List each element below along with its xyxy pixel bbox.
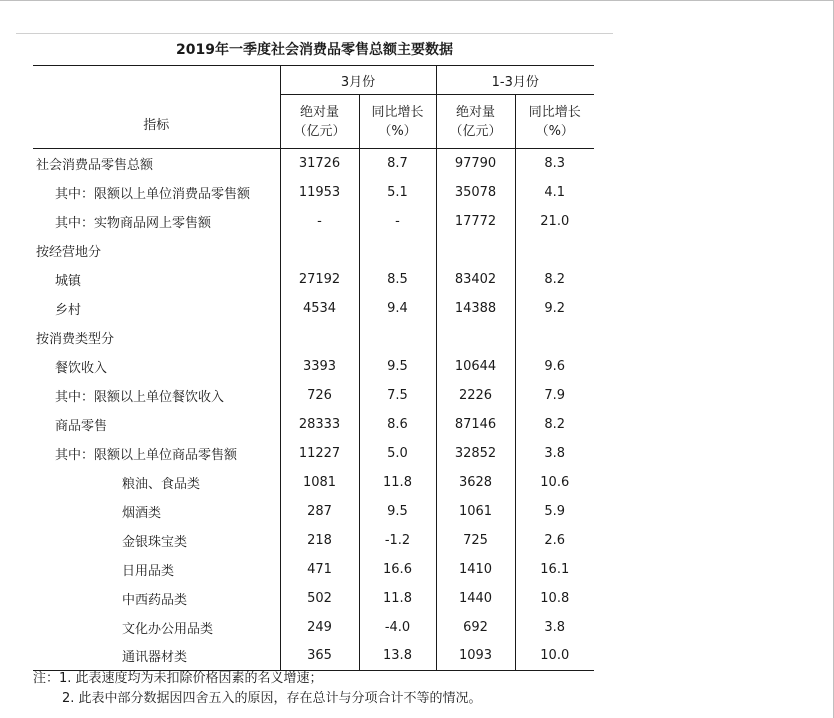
cell-q1-growth: 9.2 (515, 294, 594, 323)
table-row (33, 555, 594, 584)
cell-march-growth (359, 236, 436, 265)
cell-q1-growth: 3.8 (515, 613, 594, 642)
cell-march-growth: 9.5 (359, 352, 436, 381)
cell-q1-growth: 9.6 (515, 352, 594, 381)
cell-march-growth: 16.6 (359, 555, 436, 584)
header-abs-line2: （亿元） (449, 123, 502, 139)
table-notes (33, 669, 482, 709)
cell-march-absolute: 502 (280, 584, 359, 613)
cell-march-growth: -1.2 (359, 526, 436, 555)
cell-march-growth: 9.4 (359, 294, 436, 323)
cell-q1-growth: 10.6 (515, 468, 594, 497)
cell-march-growth: 8.5 (359, 265, 436, 294)
cell-q1-absolute: 97790 (436, 149, 515, 178)
header-yoy-line1: 同比增长 (371, 104, 424, 120)
table-row (33, 236, 594, 265)
cell-q1-absolute: 32852 (436, 439, 515, 468)
cell-march-absolute: 11227 (280, 439, 359, 468)
cell-march-growth: -4.0 (359, 613, 436, 642)
cell-march-absolute: 471 (280, 555, 359, 584)
table-row (33, 323, 594, 352)
cell-march-absolute: 28333 (280, 410, 359, 439)
cell-march-absolute: 287 (280, 497, 359, 526)
table-header (33, 66, 594, 149)
row-label: 通讯器材类 (33, 642, 280, 671)
cell-q1-absolute: 17772 (436, 207, 515, 236)
retail-sales-table (33, 65, 594, 671)
header-abs-line1: 绝对量 (455, 104, 495, 120)
table-row (33, 613, 594, 642)
header-q1-growth (515, 95, 594, 149)
row-label: 其中：限额以上单位消费品零售额 (55, 186, 251, 202)
table-row (33, 468, 594, 497)
header-march-growth (359, 95, 436, 149)
cell-march-growth: 7.5 (359, 381, 436, 410)
header-yoy-line2: （%） (378, 123, 417, 139)
row-label: 其中：限额以上单位商品零售额 (55, 447, 238, 463)
table-row (33, 584, 594, 613)
cell-q1-absolute: 1093 (436, 642, 515, 671)
row-label: 文化办公用品类 (122, 621, 214, 637)
cell-march-absolute: 249 (280, 613, 359, 642)
cell-march-absolute: 4534 (280, 294, 359, 323)
table-row (33, 294, 594, 323)
cell-q1-growth: 7.9 (515, 381, 594, 410)
cell-q1-absolute: 3628 (436, 468, 515, 497)
cell-march-growth (359, 323, 436, 352)
cell-q1-absolute: 14388 (436, 294, 515, 323)
header-indicator: 指标 (33, 66, 280, 149)
cell-march-growth: 11.8 (359, 468, 436, 497)
cell-q1-growth: 16.1 (515, 555, 594, 584)
cell-march-growth: 13.8 (359, 642, 436, 671)
cell-q1-absolute: 83402 (436, 265, 515, 294)
table-row (33, 526, 594, 555)
cell-march-absolute: 218 (280, 526, 359, 555)
cell-march-absolute (280, 323, 359, 352)
note-line-1: 注：1. 此表速度均为未扣除价格因素的名义增速； (33, 671, 323, 686)
cell-q1-absolute: 35078 (436, 178, 515, 207)
cell-q1-growth: 10.8 (515, 584, 594, 613)
cell-march-growth: - (359, 207, 436, 236)
cell-march-growth: 9.5 (359, 497, 436, 526)
cell-march-absolute: 31726 (280, 149, 359, 178)
cell-march-absolute: 27192 (280, 265, 359, 294)
cell-march-growth: 5.1 (359, 178, 436, 207)
cell-march-absolute: 3393 (280, 352, 359, 381)
cell-q1-growth: 2.6 (515, 526, 594, 555)
row-label: 按经营地分 (36, 244, 102, 260)
row-label: 城镇 (55, 273, 82, 289)
row-label: 商品零售 (55, 418, 108, 434)
cell-q1-growth: 21.0 (515, 207, 594, 236)
cell-march-absolute: 11953 (280, 178, 359, 207)
table-row (33, 178, 594, 207)
cell-q1-growth (515, 323, 594, 352)
cell-march-absolute: 1081 (280, 468, 359, 497)
row-label: 餐饮收入 (55, 360, 108, 376)
row-label: 日用品类 (122, 563, 175, 579)
row-label: 乡村 (55, 302, 82, 318)
table-row (33, 207, 594, 236)
cell-q1-absolute: 1440 (436, 584, 515, 613)
row-label: 中西药品类 (122, 592, 188, 608)
row-label: 社会消费品零售总额 (36, 157, 154, 173)
cell-q1-absolute (436, 236, 515, 265)
cell-q1-growth (515, 236, 594, 265)
top-border (0, 0, 834, 1)
cell-march-absolute (280, 236, 359, 265)
cell-q1-absolute: 2226 (436, 381, 515, 410)
row-label: 其中：限额以上单位餐饮收入 (55, 389, 225, 405)
table-title: 2019年一季度社会消费品零售总额主要数据 (176, 42, 453, 58)
row-label: 按消费类型分 (36, 331, 115, 347)
row-label: 烟酒类 (122, 505, 162, 521)
note-line-2: 2. 此表中部分数据因四舍五入的原因，存在总计与分项合计不等的情况。 (62, 691, 482, 706)
title-divider (16, 33, 613, 34)
row-label: 金银珠宝类 (122, 534, 188, 550)
cell-q1-growth: 8.2 (515, 265, 594, 294)
cell-q1-absolute: 1410 (436, 555, 515, 584)
cell-q1-absolute: 10644 (436, 352, 515, 381)
cell-march-growth: 11.8 (359, 584, 436, 613)
cell-q1-growth: 5.9 (515, 497, 594, 526)
row-label: 其中：实物商品网上零售额 (55, 215, 212, 231)
table-row (33, 149, 594, 178)
table-body (33, 149, 594, 671)
cell-march-growth: 5.0 (359, 439, 436, 468)
table-row (33, 352, 594, 381)
cell-march-absolute: 365 (280, 642, 359, 671)
table-row (33, 439, 594, 468)
cell-q1-absolute: 87146 (436, 410, 515, 439)
table-row (33, 642, 594, 671)
header-q1-absolute (436, 95, 515, 149)
header-group-q1: 1-3月份 (436, 66, 594, 95)
table-row (33, 381, 594, 410)
header-group-march: 3月份 (280, 66, 436, 95)
cell-q1-absolute (436, 323, 515, 352)
cell-q1-growth: 3.8 (515, 439, 594, 468)
cell-q1-absolute: 1061 (436, 497, 515, 526)
cell-q1-growth: 10.0 (515, 642, 594, 671)
cell-march-growth: 8.6 (359, 410, 436, 439)
cell-q1-growth: 8.3 (515, 149, 594, 178)
cell-march-absolute: - (280, 207, 359, 236)
cell-q1-absolute: 692 (436, 613, 515, 642)
header-abs-line2: （亿元） (293, 123, 346, 139)
header-abs-line1: 绝对量 (299, 104, 339, 120)
table-row (33, 265, 594, 294)
table-row (33, 497, 594, 526)
cell-q1-growth: 4.1 (515, 178, 594, 207)
table-row (33, 410, 594, 439)
cell-march-growth: 8.7 (359, 149, 436, 178)
row-label: 粮油、食品类 (122, 476, 201, 492)
cell-march-absolute: 726 (280, 381, 359, 410)
header-march-absolute (280, 95, 359, 149)
cell-q1-absolute: 725 (436, 526, 515, 555)
header-yoy-line2: （%） (535, 123, 574, 139)
header-yoy-line1: 同比增长 (528, 104, 581, 120)
cell-q1-growth: 8.2 (515, 410, 594, 439)
